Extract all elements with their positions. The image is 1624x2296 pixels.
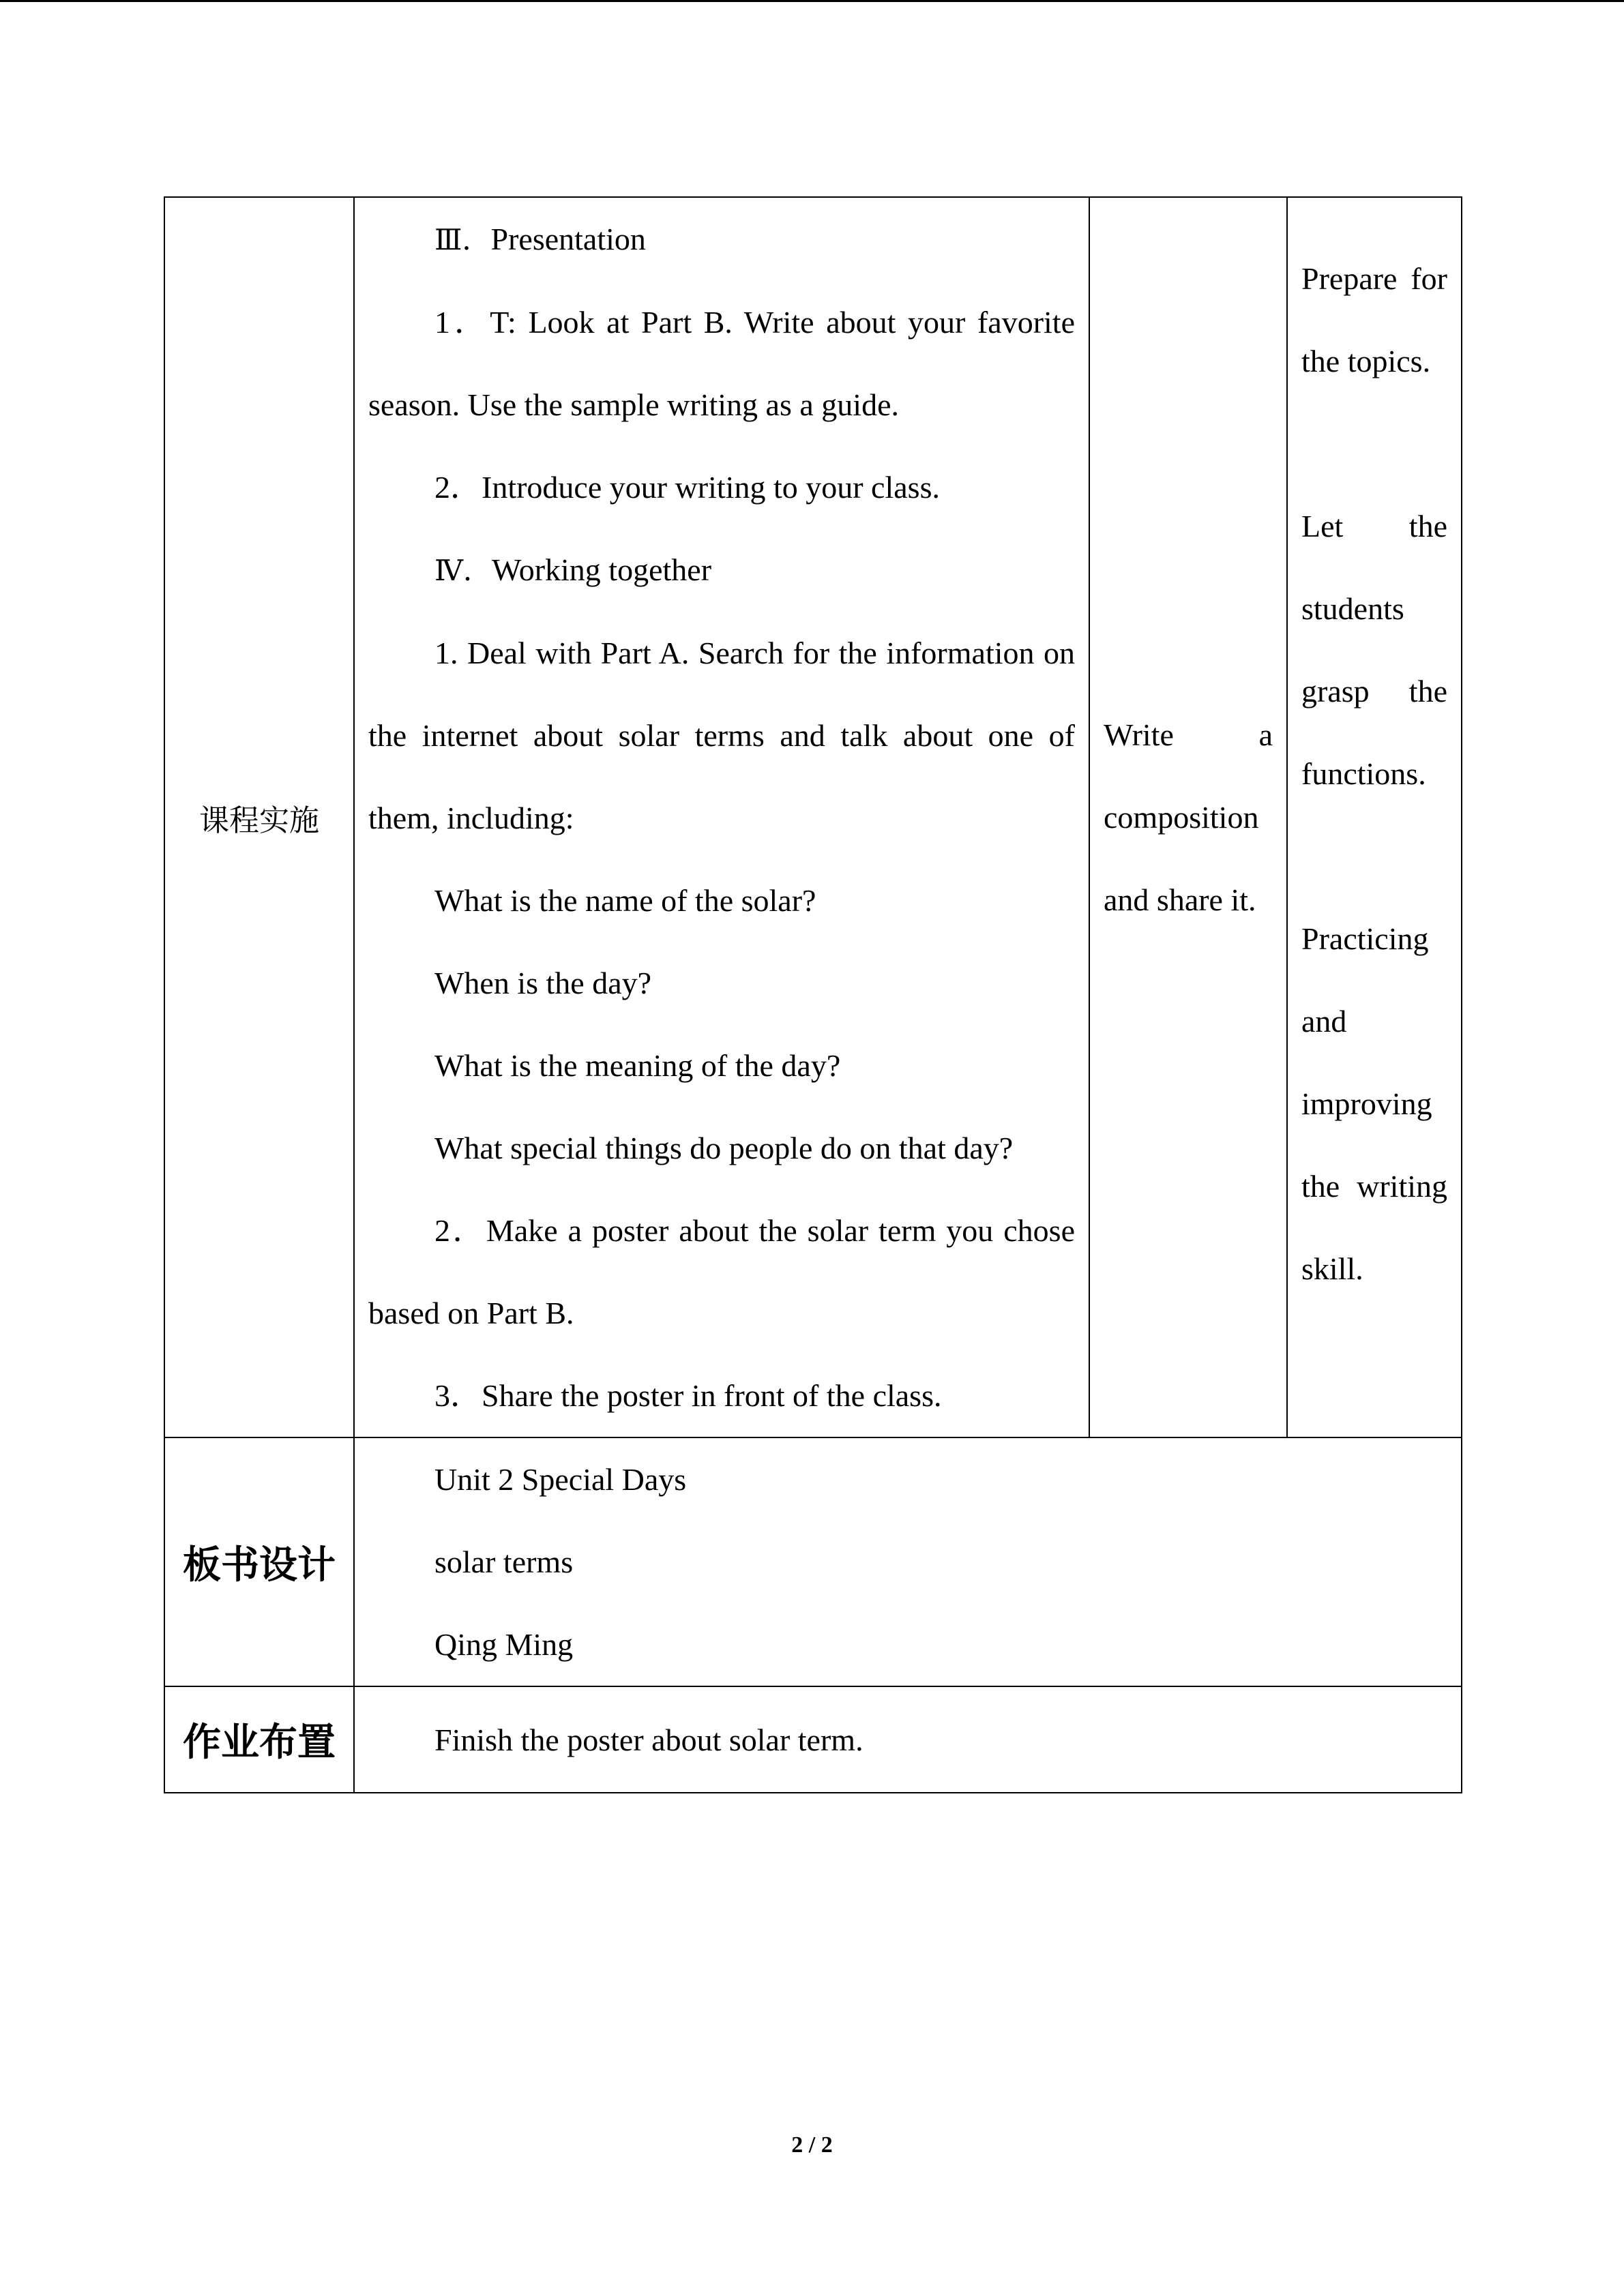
board-design-label-cell bbox=[164, 1437, 354, 1686]
lesson-plan-table bbox=[164, 196, 1462, 1793]
step-text: Share the poster in front of the class. bbox=[482, 1378, 942, 1413]
board-line: Unit 2 Special Days bbox=[434, 1462, 687, 1497]
homework-label-cell bbox=[164, 1686, 354, 1793]
activity-line: composition bbox=[1104, 800, 1259, 835]
purpose-line: students bbox=[1301, 591, 1404, 626]
presentation-step-2 bbox=[368, 446, 1075, 528]
purpose-line: Prepare for bbox=[1301, 261, 1447, 296]
activity-line: Write a bbox=[1104, 717, 1273, 752]
board-design-row bbox=[164, 1437, 1462, 1686]
purpose-line: the writing bbox=[1301, 1169, 1447, 1204]
step-text: Make a poster about the solar term you chose based on Part B. bbox=[368, 1213, 1075, 1330]
working-step-3 bbox=[368, 1354, 1075, 1437]
board-design-content-cell bbox=[354, 1437, 1462, 1686]
board-line: Qing Ming bbox=[434, 1627, 574, 1662]
purpose-line: functions. bbox=[1301, 756, 1426, 791]
purpose-line: grasp the bbox=[1301, 674, 1447, 709]
step-text: Introduce your writing to your class. bbox=[482, 470, 940, 505]
purpose-cell bbox=[1287, 197, 1462, 1437]
homework-content-cell bbox=[354, 1686, 1462, 1793]
homework-text: Finish the poster about solar term. bbox=[434, 1722, 863, 1757]
purpose-line: Let the bbox=[1301, 509, 1447, 543]
presentation-step-1 bbox=[368, 281, 1075, 446]
section-3-numeral: Ⅲ． bbox=[434, 223, 491, 256]
step-text: T: Look at Part B. Write about your favorite season. Use the sample writing as a guide. bbox=[368, 305, 1075, 422]
purpose-line: Practicing bbox=[1301, 921, 1429, 956]
purpose-line: skill. bbox=[1301, 1251, 1363, 1286]
section-3-title: Presentation bbox=[490, 222, 646, 256]
implementation-label-cell bbox=[164, 197, 354, 1437]
implementation-row bbox=[164, 197, 1462, 1437]
question-1: What is the name of the solar? bbox=[434, 883, 816, 918]
section-4-heading bbox=[368, 528, 1075, 612]
purpose-block-3 bbox=[1301, 897, 1447, 1310]
section-4-numeral: Ⅳ． bbox=[434, 554, 492, 587]
step-number: 1. bbox=[434, 636, 458, 670]
section-4-title: Working together bbox=[491, 552, 712, 587]
working-step-2 bbox=[368, 1189, 1075, 1354]
implementation-label: 课程实施 bbox=[199, 803, 319, 838]
purpose-line: the topics. bbox=[1301, 344, 1431, 378]
board-line: solar terms bbox=[434, 1545, 574, 1579]
homework-row bbox=[164, 1686, 1462, 1793]
top-border-line bbox=[0, 0, 1624, 2]
implementation-content-cell bbox=[354, 197, 1089, 1437]
step-number: 3． bbox=[434, 1378, 482, 1413]
section-3-heading bbox=[368, 198, 1075, 281]
page-number: 2 / 2 bbox=[791, 2132, 833, 2158]
activity-cell bbox=[1089, 197, 1287, 1437]
purpose-block-2 bbox=[1301, 485, 1447, 815]
board-design-label: 板书设计 bbox=[183, 1542, 336, 1587]
homework-label: 作业布置 bbox=[183, 1720, 336, 1765]
step-text: Deal with Part A. Search for the information on the internet about solar terms and talk about one of them, including: bbox=[368, 636, 1076, 835]
step-number: 2． bbox=[434, 470, 482, 505]
question-4: What special things do people do on that day? bbox=[434, 1131, 1014, 1165]
purpose-block-1 bbox=[1301, 237, 1447, 402]
purpose-line: improving bbox=[1301, 1086, 1432, 1121]
question-3: What is the meaning of the day? bbox=[434, 1048, 841, 1083]
step-number: 2． bbox=[434, 1213, 486, 1248]
activity-line: and share it. bbox=[1104, 882, 1256, 917]
working-step-1 bbox=[368, 612, 1075, 859]
step-number: 1． bbox=[434, 305, 490, 340]
question-2: When is the day? bbox=[434, 966, 652, 1000]
purpose-line: and bbox=[1301, 1004, 1347, 1039]
